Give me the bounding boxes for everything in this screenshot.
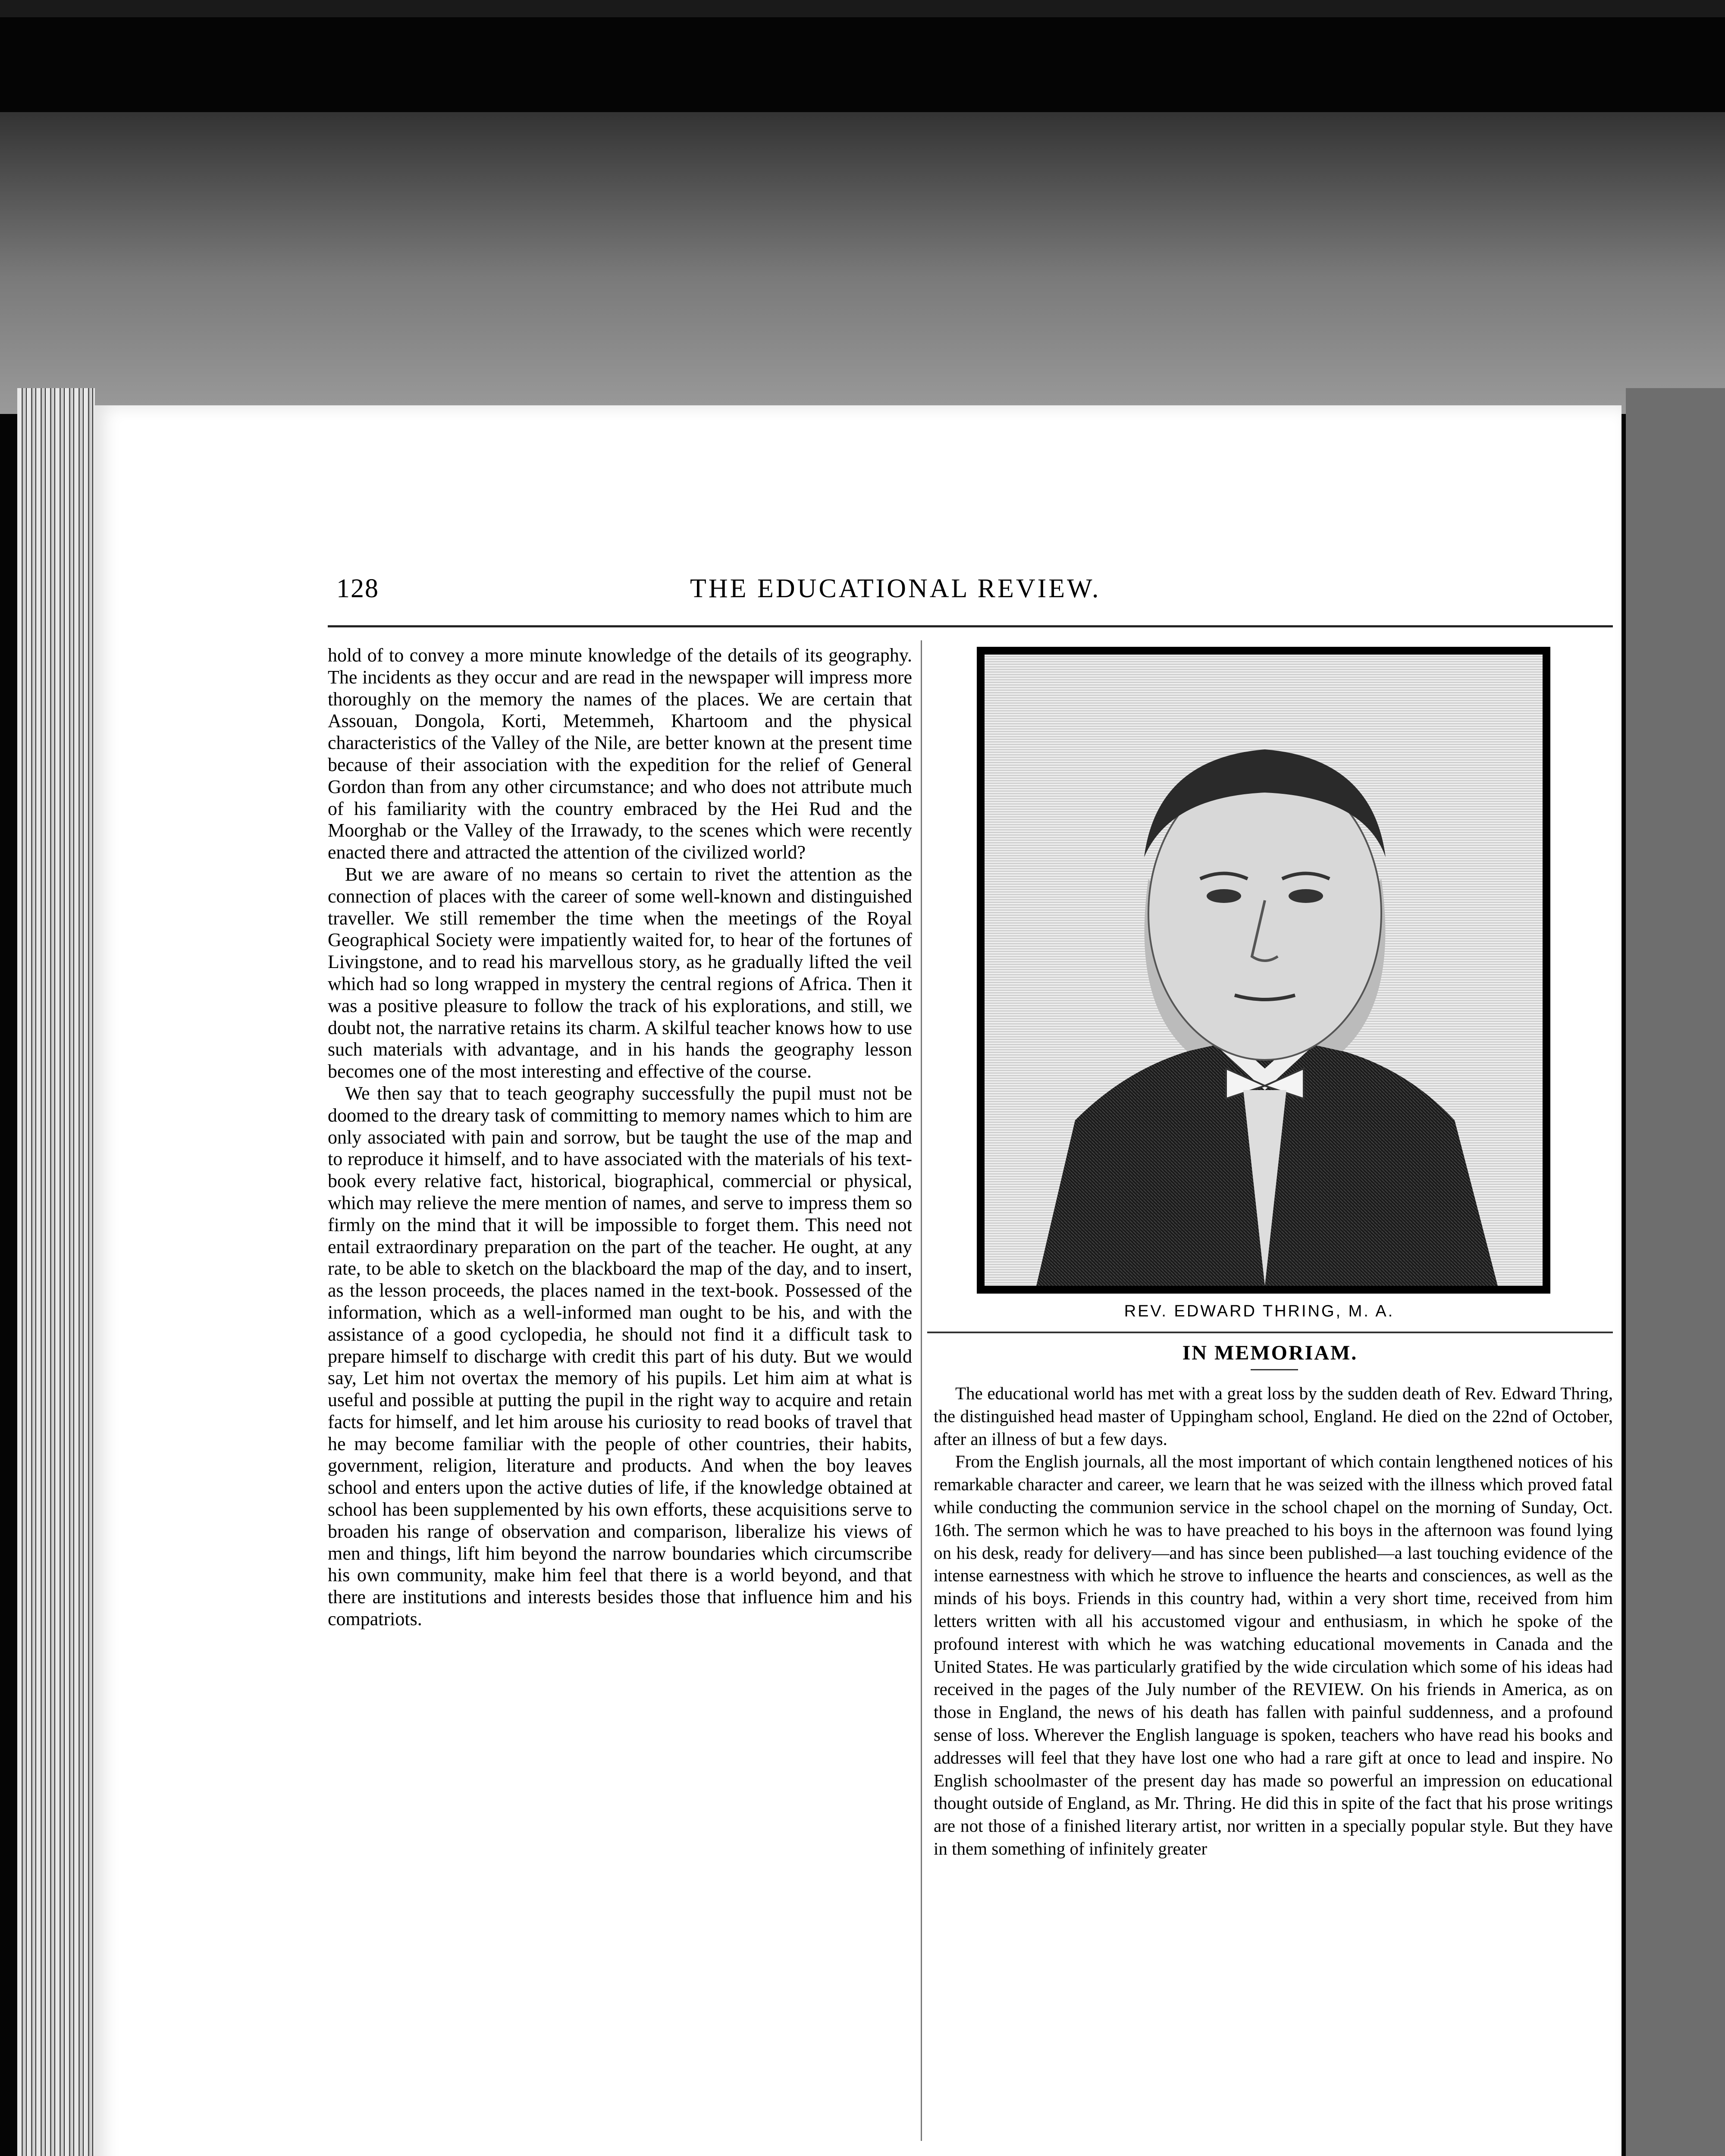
- left-paragraph-1: hold of to convey a more minute knowledge of the details of its geography. The incidents as they occur and are read in the newspaper will impress more thoroughly on the memory the names of the places. We are certain that Assouan, Dongola, Korti, Metemmeh, Khartoom and the physical characteristics of the Valley of the Nile, are better known at the present time because of their association with the expedition for the relief of General Gordon than from any other circumstance; and who does not attribute much of his familiarity with the country embraced by the Hei Rud and the Moorghab or the Valley of the Irrawady, to the scenes which were recently enacted there and attracted the attention of the civilized world?: [328, 645, 912, 863]
- scanner-background-right: [1626, 388, 1725, 2156]
- article-title: IN MEMORIAM.: [1182, 1341, 1358, 1364]
- left-paragraph-2: But we are aware of no means so certain to rivet the attention as the connection of places with the career of some well-known and distinguished traveller. We still remember the time when the meetings of the Royal Geographical Society were impatiently waited for, to hear of the fortunes of Livingstone, and to read his marvellous story, as he gradually lifted the veil which had so long wrapped in mystery the central regions of Africa. Then it was a positive pleasure to follow the track of his explorations, and still, we doubt not, the narrative retains its charm. A skilful teacher knows how to use such materials with advantage, and in his hands the geography lesson becomes one of the most interesting and effective of the course.: [328, 863, 912, 1082]
- book-page-edges: [17, 388, 95, 2156]
- portrait-engraving: [977, 647, 1550, 1294]
- section-rule: [927, 1332, 1613, 1333]
- portrait-caption: REV. EDWARD THRING, M. A.: [1124, 1302, 1395, 1320]
- left-column: [328, 645, 912, 1630]
- portrait-image: [985, 655, 1543, 1286]
- portrait-illustration: [985, 655, 1543, 1286]
- page-number: 128: [336, 574, 379, 603]
- title-underline: [1251, 1369, 1298, 1370]
- scanner-frame-top: [0, 0, 1725, 17]
- book-page: [95, 405, 1622, 2156]
- right-paragraph-2: From the English journals, all the most important of which contain lengthened notices of his remarkable character and career, we learn that he was seized with the illness which proved fatal while conducting the communion service in the school chapel on the morning of Sunday, Oct. 16th. The sermon which he was to have preached to his boys in the afternoon was found lying on his desk, ready for delivery—and has since been published—a last touching evidence of the intense earnestness with which he strove to influence the hearts and consciences, as well as the minds of his boys. Friends in this country had, within a very short time, received from him letters written with all his accustomed vigour and enthusiasm, in which he spoke of the profound interest with which he was watching educational movements in Canada and the United States. He was particularly gratified by the wide circulation which some of his ideas had received in the pages of the July number of the REVIEW. On his friends in America, as on those in England, the news of his death has fallen with painful suddenness, and a profound sense of loss. Wherever the English language is spoken, teachers who have read his books and addresses will feel that they have lost one who had a rare gift at once to lead and inspire. No English schoolmaster of the present day has made so powerful an impression on educational thought outside of England, as Mr. Thring. He did this in spite of the fact that his prose writings are not those of a finished literary artist, nor written in a specially popular style. But they have in them something of infinitely greater: [934, 1451, 1613, 1858]
- running-header: [95, 573, 1622, 612]
- left-paragraph-3: We then say that to teach geography successfully the pupil must not be doomed to the dreary task of committing to memory names which to him are only associated with pain and sorrow, but be taught the use of the map and to reproduce it himself, and to have associated with the materials of his text-book every relative fact, historical, biographical, commercial or physical, which may relieve the mere mention of names, and serve to impress them so firmly on the mind that it will be impossible to forget them. This need not entail extraordinary preparation on the part of the teacher. He ought, at any rate, to be able to sketch on the blackboard the map of the day, and to insert, as the lesson proceeds, the places named in the text-book. Possessed of the information, which as a well-informed man ought to be his, and with the assistance of a good cyclopedia, he should not find it a difficult task to prepare himself to discharge with credit this part of his duty. But we would say, Let him not overtax the memory of his pupils. Let him aim at what is useful and possible at putting the pupil in the right way to acquire and retain facts for himself, and let him arouse his curiosity to read books of travel that he may become familiar with the people of other countries, their habits, government, religion, literature and products. And when the boy leaves school and enters upon the active duties of life, if the knowledge obtained at school has been supplemented by his own efforts, these acquisitions serve to broaden his range of observation and comparison, liberalize his views of men and things, lift him beyond the narrow boundaries which circumscribe his own community, make him feel that there is a world beyond, and that there are institutions and interests besides those that influence him and his compatriots.: [328, 1082, 912, 1630]
- right-paragraph-1: The educational world has met with a great loss by the sudden death of Rev. Edward Thring, the distinguished head master of Uppingham school, England. He died on the 22nd of October, after an illness of but a few days.: [934, 1383, 1613, 1449]
- scanner-background: [0, 112, 1725, 414]
- right-column: [934, 1382, 1613, 1860]
- column-divider: [921, 640, 922, 2141]
- journal-title: THE EDUCATIONAL REVIEW.: [690, 574, 1101, 603]
- header-rule: [328, 625, 1613, 627]
